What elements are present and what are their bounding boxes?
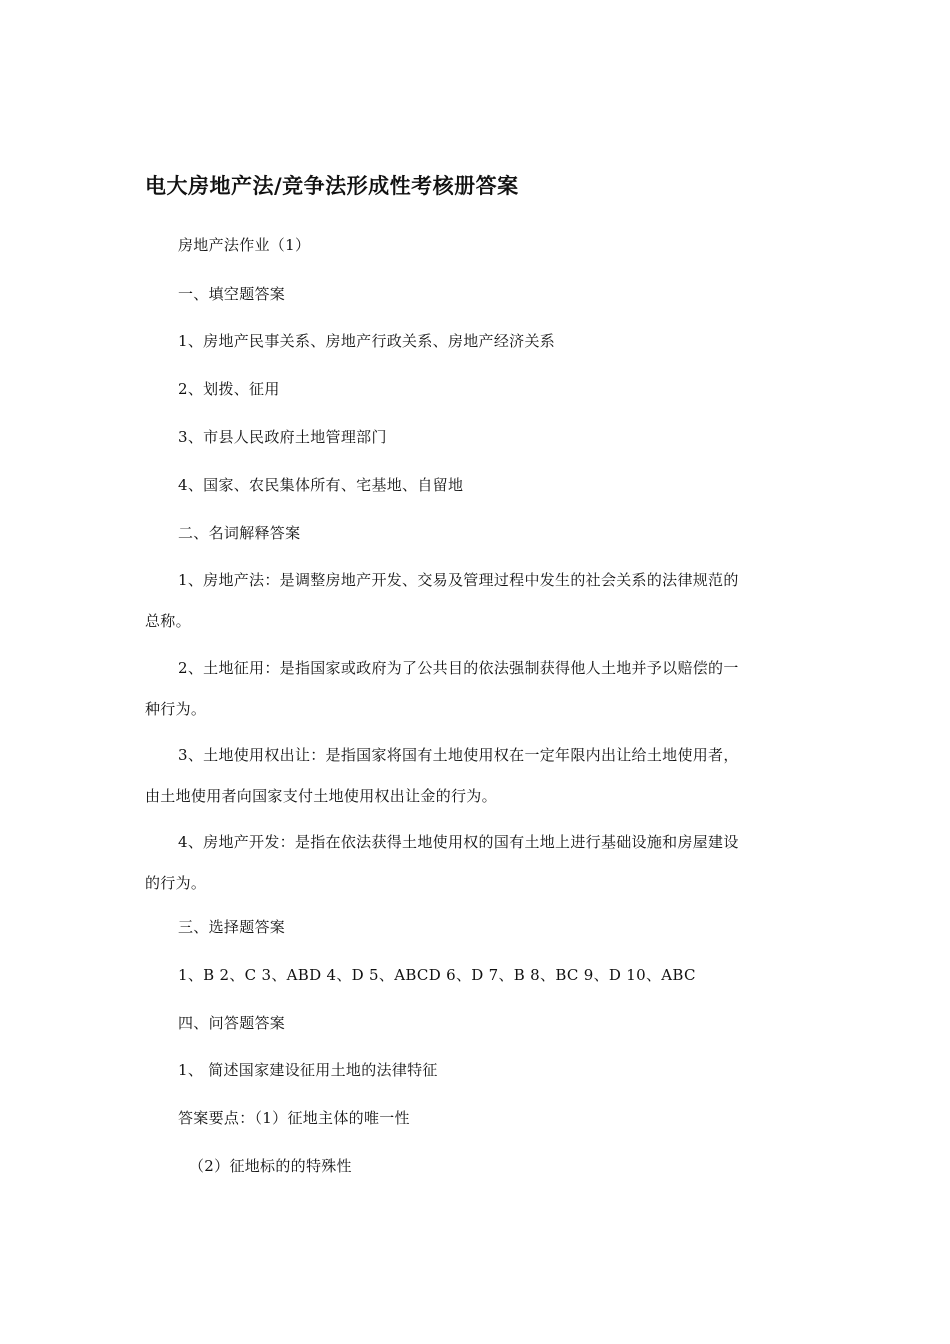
answer-line-continuation: 的行为。 xyxy=(145,874,207,892)
answer-line: 1、房地产民事关系、房地产行政关系、房地产经济关系 xyxy=(178,332,556,350)
answer-line: 2、划拨、征用 xyxy=(178,380,280,398)
answer-line-continuation: 种行为。 xyxy=(145,700,207,718)
section-heading-qa: 四、问答题答案 xyxy=(178,1014,286,1032)
answer-line-continuation: 总称。 xyxy=(145,612,191,630)
answer-line: 3、市县人民政府土地管理部门 xyxy=(178,428,387,446)
answer-line: 1、房地产法：是调整房地产开发、交易及管理过程中发生的社会关系的法律规范的 xyxy=(178,571,739,589)
answer-line: 4、国家、农民集体所有、宅基地、自留地 xyxy=(178,476,464,494)
section-heading-terms: 二、名词解释答案 xyxy=(178,524,301,542)
section-heading-homework-1: 房地产法作业（1） xyxy=(178,236,311,254)
answer-key-points: （2）征地标的的特殊性 xyxy=(189,1157,352,1175)
question-line: 1、 简述国家建设征用土地的法律特征 xyxy=(178,1061,438,1079)
answer-line: 4、房地产开发：是指在依法获得土地使用权的国有土地上进行基础设施和房屋建设 xyxy=(178,833,739,851)
section-heading-fill-blank: 一、填空题答案 xyxy=(178,285,286,303)
choice-answers: 1、B 2、C 3、ABD 4、D 5、ABCD 6、D 7、B 8、BC 9、D 10、ABC xyxy=(178,966,696,984)
answer-key-points: 答案要点：（1）征地主体的唯一性 xyxy=(178,1109,410,1127)
answer-line-continuation: 由土地使用者向国家支付土地使用权出让金的行为。 xyxy=(145,787,497,805)
answer-line: 3、土地使用权出让：是指国家将国有土地使用权在一定年限内出让给土地使用者， xyxy=(178,746,739,764)
document-title: 电大房地产法/竞争法形成性考核册答案 xyxy=(145,174,519,198)
section-heading-choice: 三、选择题答案 xyxy=(178,918,286,936)
answer-line: 2、土地征用：是指国家或政府为了公共目的依法强制获得他人土地并予以赔偿的一 xyxy=(178,659,739,677)
